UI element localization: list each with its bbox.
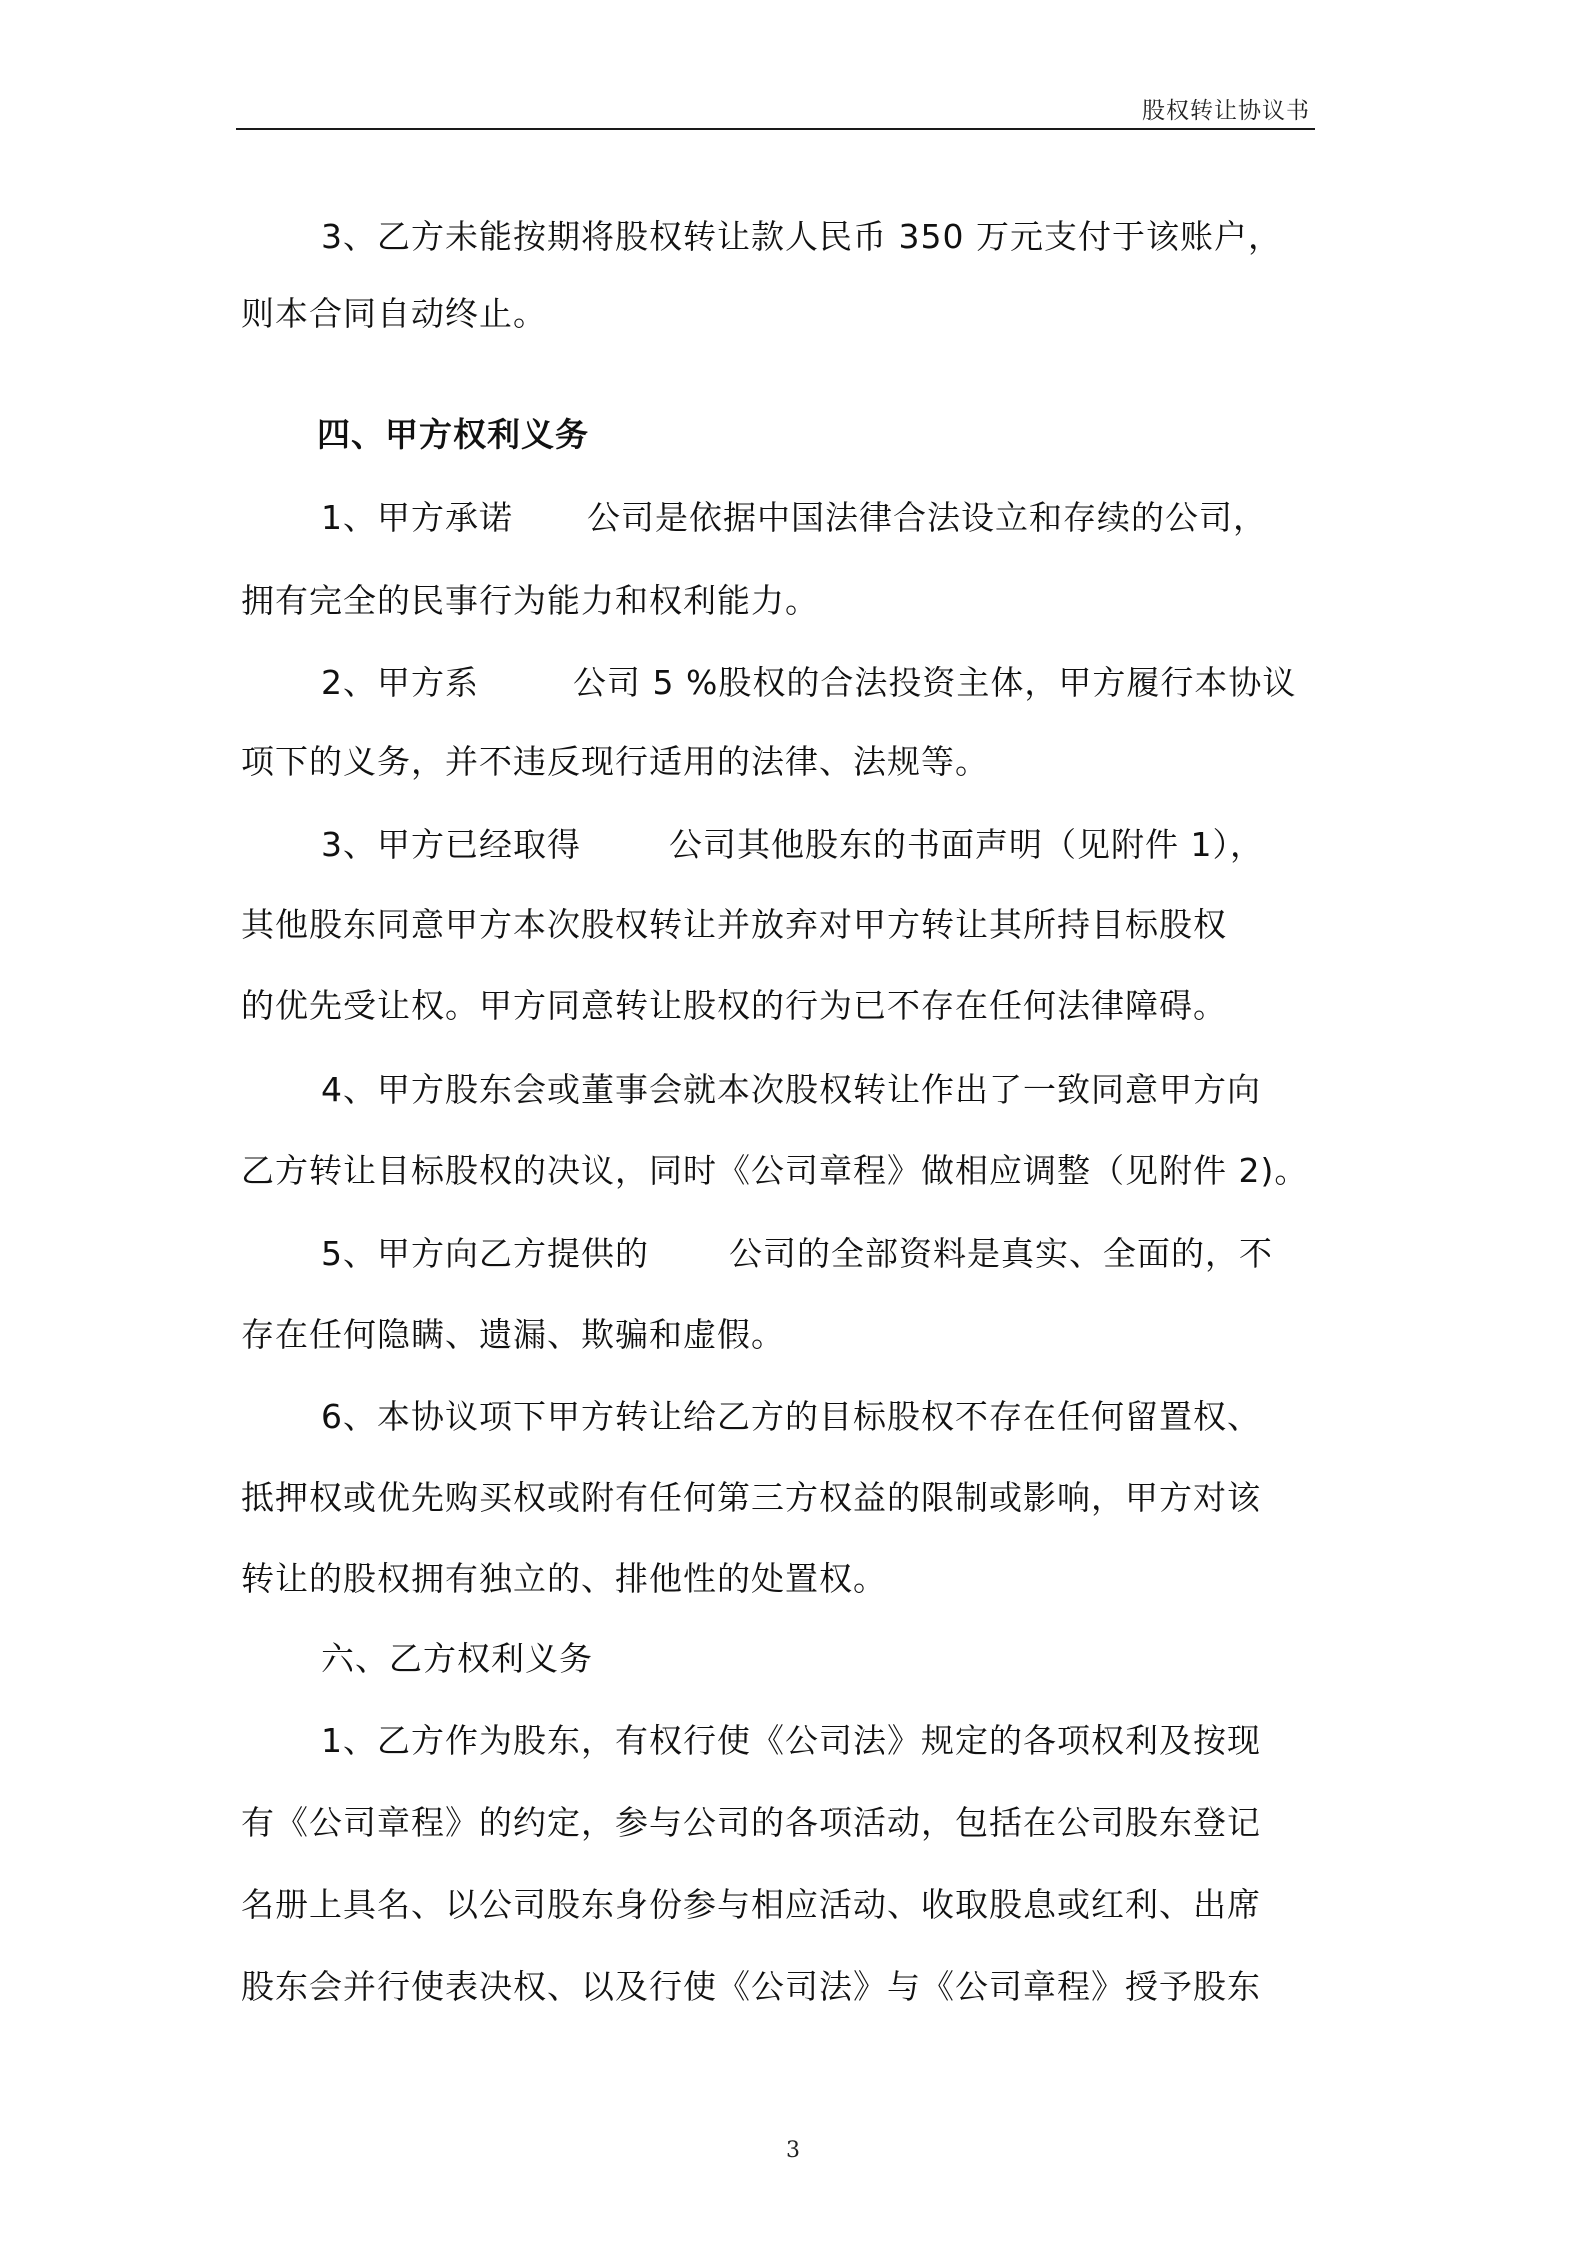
clause-lead: 3、甲方已经取得 (321, 825, 581, 864)
paragraph-line: 股东会并行使表决权、以及行使《公司法》与《公司章程》授予股东 (241, 1967, 1261, 2006)
paragraph-line: 有《公司章程》的约定，参与公司的各项活动，包括在公司股东登记 (241, 1803, 1261, 1842)
document-body (241, 200, 1361, 2010)
clause-lead: 5、甲方向乙方提供的 (321, 1234, 649, 1273)
paragraph (241, 214, 1361, 337)
paragraph (241, 1718, 1361, 2010)
paragraph-line: 存在任何隐瞒、遗漏、欺骗和虚假。 (241, 1315, 785, 1354)
paragraph (241, 495, 1361, 624)
paragraph-line: 的优先受让权。甲方同意转让股权的行为已不存在任何法律障碍。 (241, 986, 1227, 1025)
clause-text: 公司是依据中国法律合法设立和存续的公司， (587, 498, 1267, 537)
header-rule (236, 128, 1315, 130)
paragraph-line: 名册上具名、以公司股东身份参与相应活动、收取股息或红利、出席 (241, 1885, 1261, 1924)
paragraph (241, 822, 1361, 1029)
paragraph-line: 1、乙方作为股东，有权行使《公司法》规定的各项权利及按现 (321, 1721, 1261, 1760)
clause-lead: 1、甲方承诺 (321, 498, 513, 537)
page-number: 3 (786, 2138, 800, 2163)
paragraph-line: 拥有完全的民事行为能力和权利能力。 (241, 581, 819, 620)
clause-text: 公司其他股东的书面声明（见附件 1）， (669, 825, 1264, 864)
clause-text: 公司的全部资料是真实、全面的，不 (729, 1234, 1273, 1273)
section-heading (241, 1636, 1361, 1682)
paragraph-line: 转让的股权拥有独立的、排他性的处置权。 (241, 1559, 887, 1598)
paragraph-line (241, 822, 1361, 868)
paragraph (241, 1231, 1361, 1358)
section-heading-text: 六、乙方权利义务 (321, 1639, 593, 1678)
clause-lead: 2、甲方系 (321, 663, 479, 702)
paragraph-line: 6、本协议项下甲方转让给乙方的目标股权不存在任何留置权、 (321, 1397, 1261, 1436)
paragraph (241, 1394, 1361, 1602)
paragraph-line (241, 660, 1361, 706)
paragraph-line: 则本合同自动终止。 (241, 294, 547, 333)
paragraph-line: 其他股东同意甲方本次股权转让并放弃对甲方转让其所持目标股权 (241, 905, 1227, 944)
clause-text: 公司 5 %股权的合法投资主体，甲方履行本协议 (573, 663, 1297, 702)
paragraph (241, 660, 1361, 785)
paragraph-line: 项下的义务，并不违反现行适用的法律、法规等。 (241, 742, 989, 781)
paragraph-line: 乙方转让目标股权的决议，同时《公司章程》做相应调整（见附件 2)。 (241, 1151, 1309, 1190)
paragraph (241, 1067, 1361, 1194)
paragraph-line (241, 1231, 1361, 1277)
paragraph-line (241, 495, 1361, 541)
paragraph-line: 4、甲方股东会或董事会就本次股权转让作出了一致同意甲方向 (321, 1070, 1261, 1109)
section-heading-text: 四、甲方权利义务 (317, 415, 589, 454)
header-title: 股权转让协议书 (1142, 98, 1310, 124)
paragraph-line: 抵押权或优先购买权或附有任何第三方权益的限制或影响，甲方对该 (241, 1478, 1261, 1517)
section-heading (241, 412, 1361, 458)
paragraph-line: 3、乙方未能按期将股权转让款人民币 350 万元支付于该账户， (321, 217, 1282, 256)
